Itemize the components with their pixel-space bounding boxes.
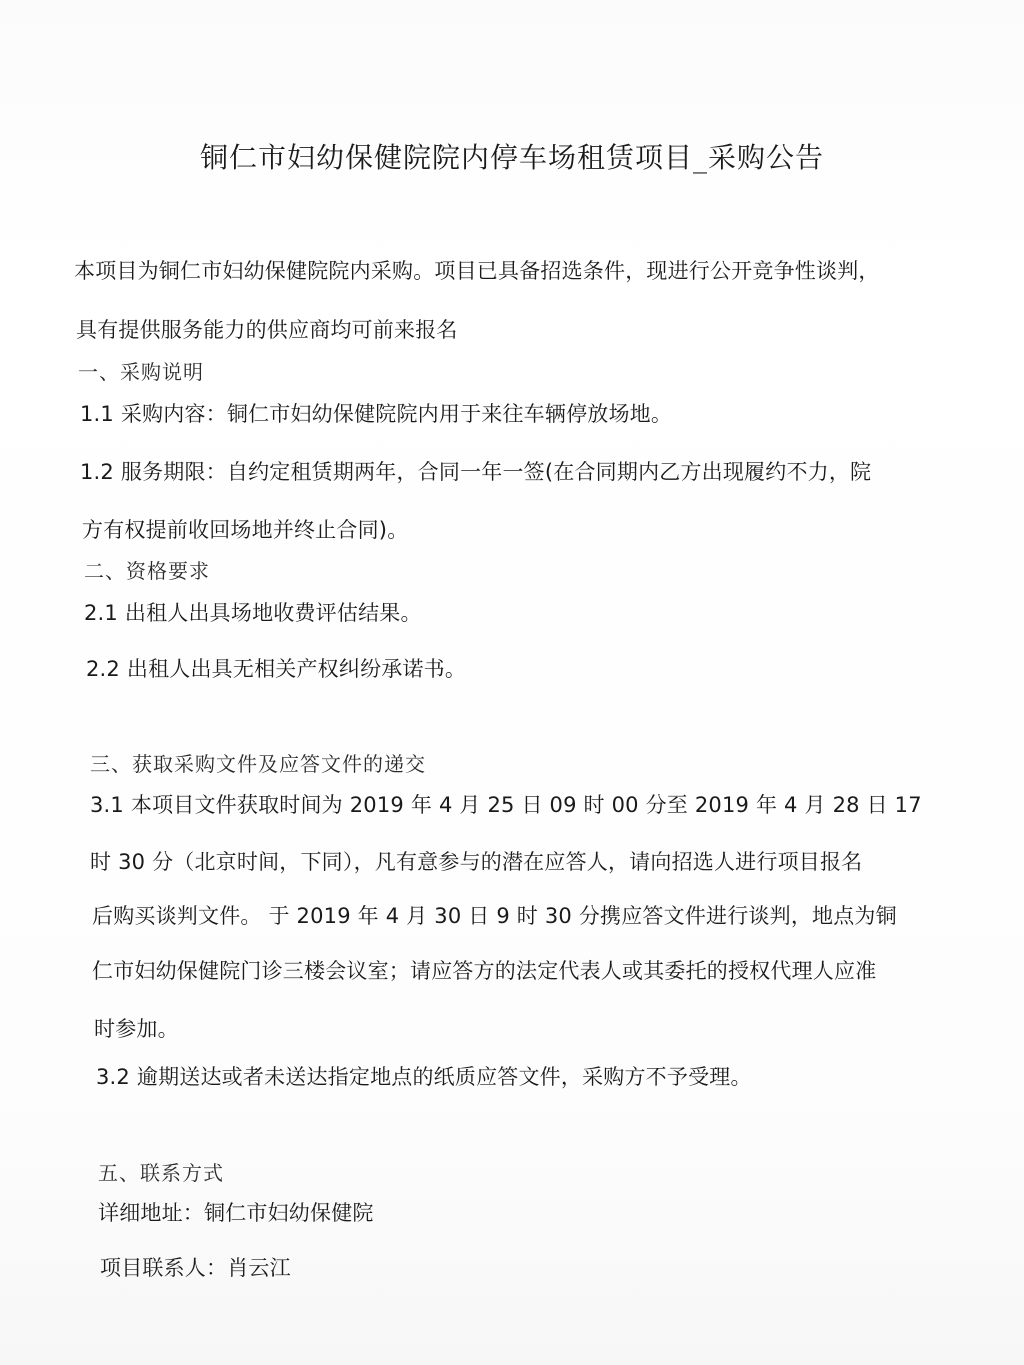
section-line: 3.2 逾期送达或者未送达指定地点的纸质应答文件，采购方不予受理。: [96, 1065, 752, 1089]
intro-line: 具有提供服务能力的供应商均可前来报名: [76, 318, 458, 342]
section-line: 1.2 服务期限：自约定租赁期两年，合同一年一签(在合同期内乙方出现履约不力，院: [80, 460, 872, 484]
section-heading-contact: 五、联系方式: [98, 1161, 224, 1185]
document-title: 铜仁市妇幼保健院院内停车场租赁项目_采购公告: [199, 141, 824, 174]
section-line: 1.1 采购内容：铜仁市妇幼保健院院内用于来往车辆停放场地。: [80, 402, 673, 426]
contact-person: 项目联系人：肖云江: [100, 1256, 291, 1280]
section-line: 2.2 出租人出具无相关产权纠纷承诺书。: [86, 657, 467, 681]
section-heading-qualification: 二、资格要求: [84, 559, 210, 583]
section-heading-documents: 三、获取采购文件及应答文件的递交: [90, 752, 426, 776]
section-line: 后购买谈判文件。 于 2019 年 4 月 30 日 9 时 30 分携应答文件进行谈判，地点为铜: [92, 904, 897, 928]
section-line: 3.1 本项目文件获取时间为 2019 年 4 月 25 日 09 时 00 分至 2019 年 4 月 28 日 17: [90, 793, 922, 817]
section-heading-procurement: 一、采购说明: [78, 360, 204, 384]
contact-address: 详细地址：铜仁市妇幼保健院: [98, 1201, 374, 1225]
section-line: 时参加。: [94, 1017, 179, 1041]
section-line: 仁市妇幼保健院门诊三楼会议室；请应答方的法定代表人或其委托的授权代理人应准: [92, 959, 877, 983]
section-line: 时 30 分（北京时间，下同），凡有意参与的潜在应答人，请向招选人进行项目报名: [90, 850, 863, 874]
section-line: 2.1 出租人出具场地收费评估结果。: [84, 601, 422, 625]
section-line: 方有权提前收回场地并终止合同)。: [82, 518, 409, 542]
intro-line: 本项目为铜仁市妇幼保健院院内采购。项目已具备招选条件，现进行公开竞争性谈判，: [74, 259, 880, 283]
